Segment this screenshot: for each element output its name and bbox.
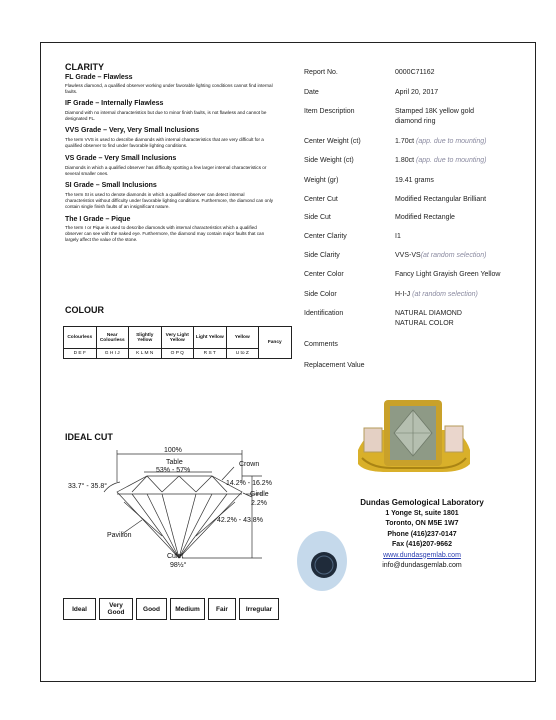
field-label: Item Description xyxy=(304,108,355,115)
colour-header: Slightly Yellow xyxy=(129,327,162,349)
colour-grade: R S T xyxy=(194,349,227,359)
colour-title: COLOUR xyxy=(65,305,104,315)
clarity-grade-heading: FL Grade – Flawless xyxy=(65,74,133,81)
clarity-grade-text: Diamonds in which a qualified observer has difficulty spotting a few larger internal characteristics or several smaller ones. xyxy=(65,165,267,176)
lab-email[interactable]: info@dundasgemlab.com xyxy=(382,562,462,569)
girdle-label: Girdle xyxy=(250,491,269,498)
clarity-grade-text: The term I or Pique is used to describe diamonds with internal characteristics which a qualified observer can see with the naked eye. Furthermore, the diamond may contain major faults that can largely affect the value of the stone. xyxy=(65,225,265,242)
culet-value-label: 98½° xyxy=(170,562,187,569)
cut-grade-box: Good xyxy=(136,598,167,620)
lab-fax: Fax (416)207-9662 xyxy=(392,541,452,548)
field-note: (app. due to mounting) xyxy=(416,138,487,145)
field-label: Weight (gr) xyxy=(304,177,339,184)
cut-grade-box: Fair xyxy=(208,598,236,620)
lab-name: Dundas Gemological Laboratory xyxy=(360,498,484,507)
field-note: (at random selection) xyxy=(412,291,478,298)
lab-website-link[interactable]: www.dundasgemlab.com xyxy=(383,551,461,559)
field-value: Fancy Light Grayish Green Yellow xyxy=(395,271,501,278)
cut-grade-box: Ideal xyxy=(63,598,96,620)
field-label: Report No. xyxy=(304,69,338,76)
field-value: diamond ring xyxy=(395,118,436,125)
field-label: Date xyxy=(304,89,319,96)
girdle-pct-label: 2.2% xyxy=(251,500,267,507)
clarity-grade-heading: VVS Grade – Very, Very Small Inclusions xyxy=(65,127,200,134)
field-value: 1.70ct (app. due to mounting) xyxy=(395,138,487,145)
clarity-grade-heading: The I Grade – Pique xyxy=(65,216,131,223)
culet-label: Culet xyxy=(167,553,184,560)
field-label: Center Weight (ct) xyxy=(304,138,361,145)
table-label: Table xyxy=(166,459,183,466)
clarity-grade-text: Flawless diamond, a qualified observer working under favorable lighting conditions cannot find internal faults. xyxy=(65,83,273,94)
colour-header: Light Yellow xyxy=(194,327,227,349)
field-value: Modified Rectangle xyxy=(395,214,455,221)
diamond-cut-diagram xyxy=(62,442,312,572)
lab-address-line: 1 Yonge St, suite 1801 xyxy=(385,509,459,517)
field-label: Center Clarity xyxy=(304,233,347,240)
field-note: (at random selection) xyxy=(420,252,487,259)
crown-label: Crown xyxy=(239,461,260,468)
colour-grade: U to Z xyxy=(226,349,259,359)
field-label: Center Cut xyxy=(304,196,338,203)
width-label: 100% xyxy=(164,447,182,454)
clarity-grade-heading: VS Grade – Very Small Inclusions xyxy=(65,155,177,162)
field-value: 19.41 grams xyxy=(395,177,434,184)
cut-grade-box: Medium xyxy=(170,598,205,620)
field-value: NATURAL DIAMOND xyxy=(395,310,462,317)
clarity-grade-heading: IF Grade – Internally Flawless xyxy=(65,100,164,107)
field-value: 1.80ct (app. due to mounting) xyxy=(395,157,487,164)
field-value: H-I-J (at random selection) xyxy=(395,291,478,298)
clarity-grade-text: Diamond with no internal characteristics but due to minor finish faults, is not flawless and cannot be designated FL. xyxy=(65,110,267,121)
lab-phone: Phone (416)237-0147 xyxy=(387,530,457,538)
field-note: (app. due to mounting) xyxy=(416,157,487,164)
field-label: Center Color xyxy=(304,271,344,278)
field-value: April 20, 2017 xyxy=(395,89,439,96)
crown-angle-label: 33.7° - 35.8° xyxy=(68,483,108,490)
field-value: NATURAL COLOR xyxy=(395,320,454,327)
colour-grade: D E F xyxy=(64,349,97,359)
field-value: Modified Rectangular Brilliant xyxy=(395,196,487,203)
pavilion-label: Pavilion xyxy=(107,532,132,539)
field-label: Side Weight (ct) xyxy=(304,157,354,164)
lab-info xyxy=(322,498,522,572)
field-value: I1 xyxy=(395,233,401,240)
lab-address-line: Toronto, ON M5E 1W7 xyxy=(385,520,459,527)
field-value: 0000C71162 xyxy=(395,69,435,76)
field-value: VVS-VS(at random selection) xyxy=(395,252,487,259)
colour-grade: K L M N xyxy=(129,349,162,359)
colour-header: Near Colourless xyxy=(96,327,129,349)
field-label: Side Cut xyxy=(304,214,331,221)
table-pct-label: 53% - 57% xyxy=(156,467,191,474)
clarity-title: CLARITY xyxy=(65,62,104,72)
field-label: Identification xyxy=(304,310,344,317)
clarity-grade-heading: SI Grade – Small Inclusions xyxy=(65,182,157,189)
ring-photo xyxy=(352,392,476,484)
colour-grade: O P Q xyxy=(161,349,194,359)
clarity-grade-text: The term VVS is used to describe diamonds with internal characteristics that are very difficult for a qualified observer to find under favorable lighting conditions. xyxy=(65,137,264,148)
cut-grade-box: Irregular xyxy=(239,598,279,620)
field-value: Stamped 18K yellow gold xyxy=(395,108,474,115)
pavilion-depth-label: 42.2% - 43.8% xyxy=(217,517,263,524)
colour-header: Colourless xyxy=(64,327,97,349)
crown-height-label: 14.2% - 16.2% xyxy=(226,480,272,487)
colour-header: Very Light Yellow xyxy=(161,327,194,349)
field-label: Comments xyxy=(304,341,338,348)
colour-grade: G H I J xyxy=(96,349,129,359)
colour-scale-table xyxy=(63,326,292,359)
cut-grade-box: Very Good xyxy=(99,598,133,620)
ideal-cut-title: IDEAL CUT xyxy=(65,432,113,442)
colour-header: Yellow xyxy=(226,327,259,349)
colour-header: Fancy xyxy=(259,327,292,359)
field-label: Replacement Value xyxy=(304,362,365,369)
clarity-grade-text: The term SI is used to denote diamonds in which a qualified observer can detect internal characteristics without difficulty under favorable lighting conditions. Furthermore, the diamond can only contain single finish faults of an insignificant nature. xyxy=(65,192,274,209)
field-label: Side Color xyxy=(304,291,337,298)
field-label: Side Clarity xyxy=(304,252,340,259)
